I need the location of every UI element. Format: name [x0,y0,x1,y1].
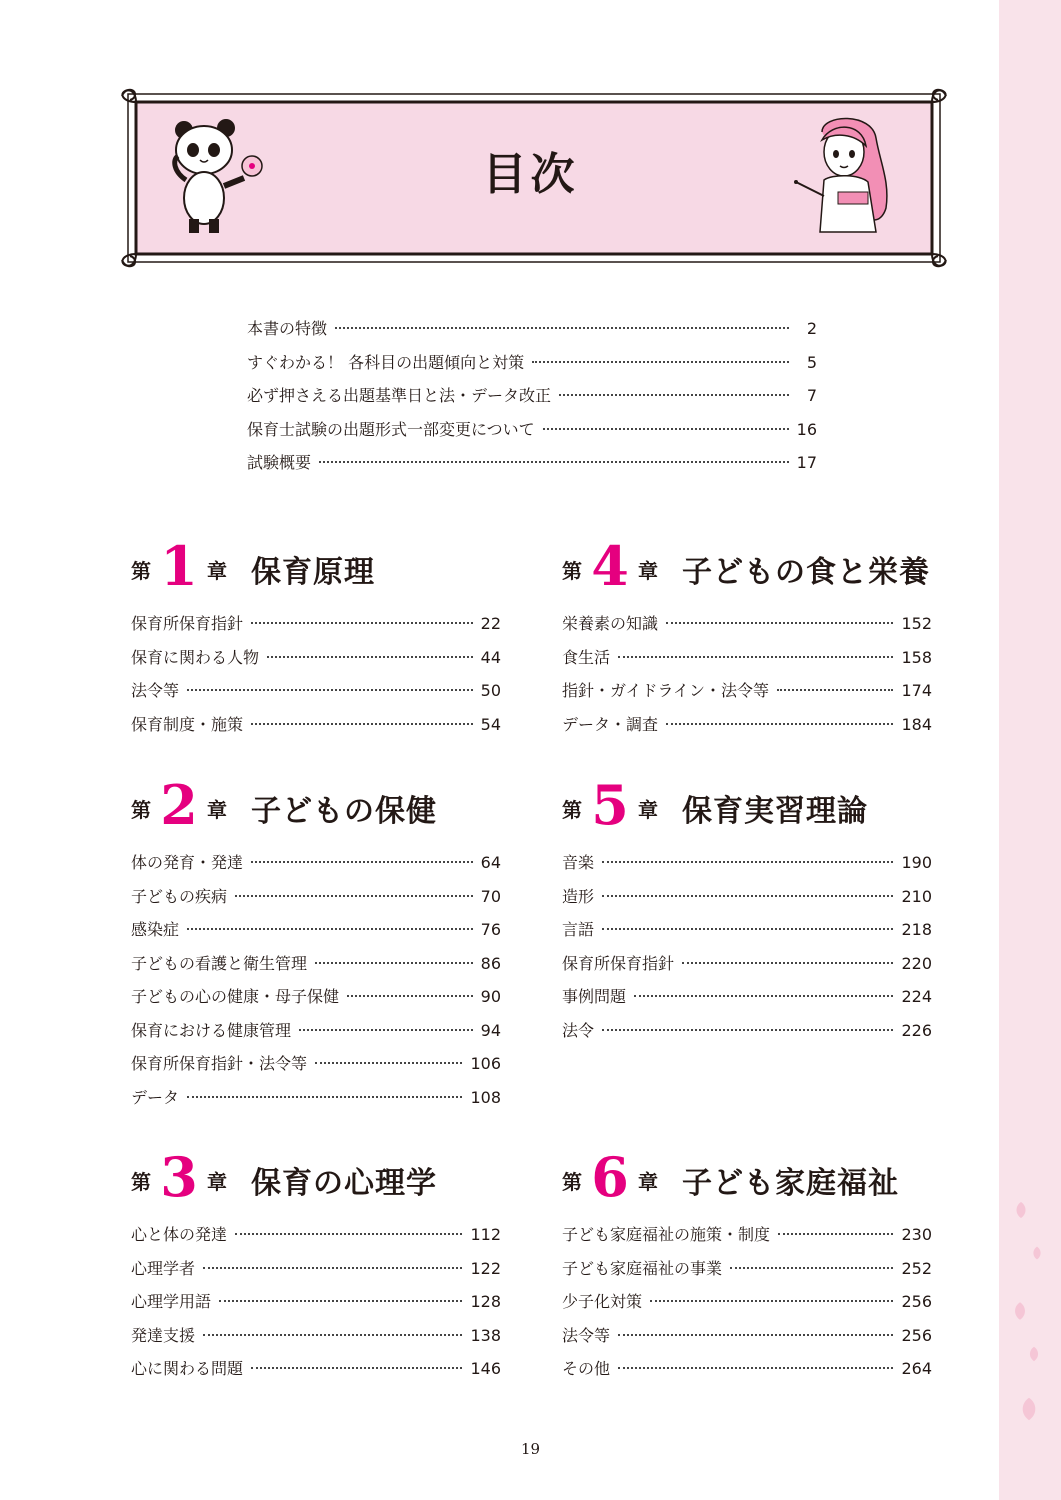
toc-row[interactable] [131,1352,501,1386]
chapter-3 [131,1145,501,1386]
petal-icon [1015,1395,1043,1423]
chapter-title: 子ども家庭福祉 [682,1166,899,1201]
chapter-suffix: 章 [207,798,227,822]
toc-row[interactable] [247,413,817,447]
toc-label: 子どもの心の健康・母子保健 [131,987,340,1006]
leader-dots [267,656,473,658]
leader-dots [618,1367,893,1369]
toc-row[interactable] [562,947,932,981]
toc-label: 音楽 [562,853,595,872]
toc-page: 256 [901,1292,932,1311]
toc-row[interactable] [247,379,817,413]
chapter-suffix: 章 [638,798,658,822]
toc-label: 保育所保育指針 [131,614,244,633]
chapter-prefix: 第 [562,1170,582,1194]
toc-page: 2 [806,319,817,338]
chapter-heading[interactable] [131,1145,501,1212]
toc-page: 106 [470,1054,501,1073]
toc-label: 法令 [562,1020,595,1040]
panda-mascot-icon [168,116,268,236]
toc-label: 子ども家庭福祉の事業 [562,1258,723,1278]
chapter-number: 2 [160,773,198,837]
leader-dots [219,1300,462,1302]
toc-row[interactable] [562,674,932,708]
toc-label: 発達支援 [131,1325,196,1345]
leader-dots [634,995,893,997]
chapter-title: 子どもの食と栄養 [682,555,930,590]
leader-dots [682,962,893,964]
chapter-number: 1 [160,534,198,598]
chapter-2 [131,773,501,1114]
toc-label: その他 [562,1359,611,1378]
leader-dots [602,1029,893,1031]
intro-toc [247,312,817,480]
chapter-number: 4 [591,534,629,598]
toc-page: 174 [901,681,932,700]
toc-row[interactable] [131,913,501,947]
toc-row[interactable] [131,980,501,1014]
toc-page: 50 [480,681,501,700]
toc-row[interactable] [131,1252,501,1286]
chapter-heading[interactable] [562,534,932,601]
chapter-1 [131,534,501,741]
toc-label: 保育制度・施策 [131,714,244,734]
toc-label: 試験概要 [247,453,312,473]
toc-label: 子ども家庭福祉の施策・制度 [562,1225,771,1244]
toc-row[interactable] [131,846,501,880]
chapter-prefix: 第 [562,559,582,583]
leader-dots [730,1267,893,1269]
chapter-heading[interactable] [562,773,932,840]
toc-page: 184 [901,714,932,734]
toc-page: 138 [470,1325,501,1345]
chapter-heading[interactable] [131,773,501,840]
toc-label: 法令等 [562,1325,611,1345]
leader-dots [251,861,473,863]
toc-label: 食生活 [562,647,611,667]
toc-page: 70 [480,886,501,906]
chapter-5 [562,773,932,1047]
leader-dots [335,327,789,329]
leader-dots [319,461,789,463]
toc-label: 造形 [562,886,595,906]
toc-row[interactable] [562,1285,932,1319]
toc-row[interactable] [131,1319,501,1353]
toc-row[interactable] [131,1047,501,1081]
toc-label: すぐわかる！ 各科目の出題傾向と対策 [247,352,525,372]
chapter-heading[interactable] [562,1145,932,1212]
toc-label: 心理学用語 [131,1292,212,1311]
toc-label: 事例問題 [562,987,627,1006]
chapter-title: 保育の心理学 [251,1166,437,1201]
toc-page: 210 [901,886,932,906]
toc-page: 5 [806,352,817,372]
toc-page: 158 [901,647,932,667]
toc-row[interactable] [562,1252,932,1286]
toc-label: データ [131,1087,180,1107]
toc-row[interactable] [131,674,501,708]
toc-page: 152 [901,614,932,633]
chapter-number: 3 [160,1145,198,1209]
chapter-title: 子どもの保健 [251,794,437,829]
leader-dots [347,995,473,997]
toc-row[interactable] [247,312,817,346]
leader-dots [315,962,473,964]
toc-label: 本書の特徴 [247,319,328,338]
toc-row[interactable] [131,1081,501,1115]
toc-label: データ・調査 [562,714,659,734]
leader-dots [777,689,893,691]
toc-label: 保育所保育指針 [562,953,675,973]
toc-row[interactable] [131,1218,501,1252]
leader-dots [532,361,789,363]
toc-row[interactable] [562,1218,932,1252]
toc-row[interactable] [131,708,501,742]
toc-page: 44 [480,647,501,667]
leader-dots [602,895,893,897]
toc-page: 122 [470,1258,501,1278]
toc-row[interactable] [131,1285,501,1319]
toc-row[interactable] [562,1319,932,1353]
page-number: 19 [520,1440,541,1458]
chapter-number: 5 [591,773,629,837]
chapter-title: 保育実習理論 [682,794,868,829]
leader-dots [187,689,473,691]
toc-label: 子どもの疾病 [131,886,228,906]
leader-dots [602,928,893,930]
chapter-suffix: 章 [638,559,658,583]
chapter-prefix: 第 [131,798,151,822]
petal-icon [1029,1245,1045,1261]
toc-row[interactable] [562,1014,932,1048]
toc-row[interactable] [247,446,817,480]
toc-page: 86 [480,953,501,973]
leader-dots [618,656,893,658]
toc-page: 112 [470,1225,501,1244]
toc-page: 264 [901,1359,932,1378]
toc-label: 保育士試験の出題形式一部変更について [247,419,535,439]
toc-page: 190 [901,853,932,872]
toc-label: 保育に関わる人物 [131,647,260,667]
leader-dots [666,622,893,624]
toc-page: 252 [901,1258,932,1278]
toc-row[interactable] [562,880,932,914]
chapter-prefix: 第 [131,1170,151,1194]
chapter-suffix: 章 [207,1170,227,1194]
chapter-4 [562,534,932,741]
leader-dots [315,1062,462,1064]
leader-dots [299,1029,473,1031]
toc-page: 220 [901,953,932,973]
toc-page: 128 [470,1292,501,1311]
toc-label: 必ず押さえる出題基準日と法・データ改正 [247,386,552,406]
toc-label: 少子化対策 [562,1292,643,1311]
leader-dots [203,1267,462,1269]
chapter-number: 6 [591,1145,629,1209]
toc-row[interactable] [562,641,932,675]
toc-page: 16 [796,419,817,439]
chapter-suffix: 章 [207,559,227,583]
chapter-6 [562,1145,932,1386]
chapter-title: 保育原理 [251,555,375,590]
chapter-prefix: 第 [562,798,582,822]
leader-dots [187,928,473,930]
petal-icon [1009,1300,1031,1322]
toc-page: 76 [480,920,501,939]
toc-page: 256 [901,1325,932,1345]
leader-dots [235,1233,462,1235]
toc-label: 保育における健康管理 [131,1020,292,1040]
toc-page: 90 [480,987,501,1006]
toc-label: 感染症 [131,920,180,939]
toc-page: 17 [796,453,817,473]
leader-dots [251,723,473,725]
toc-row[interactable] [131,607,501,641]
toc-row[interactable] [562,708,932,742]
toc-row[interactable] [562,846,932,880]
leader-dots [602,861,893,863]
toc-row[interactable] [131,1014,501,1048]
toc-label: 心に関わる問題 [131,1359,244,1378]
leader-dots [203,1334,462,1336]
toc-page: 64 [480,853,501,872]
toc-page: 146 [470,1359,501,1378]
toc-label: 栄養素の知識 [562,614,659,633]
toc-page: 218 [901,920,932,939]
toc-label: 子どもの看護と衛生管理 [131,953,308,973]
toc-label: 心と体の発達 [131,1225,228,1244]
leader-dots [251,1367,462,1369]
toc-label: 保育所保育指針・法令等 [131,1054,308,1073]
toc-page: 54 [480,714,501,734]
toc-label: 法令等 [131,681,180,700]
leader-dots [559,394,789,396]
petal-icon [1011,1200,1031,1220]
toc-label: 言語 [562,920,595,939]
toc-page: 94 [480,1020,501,1040]
leader-dots [666,723,893,725]
toc-row[interactable] [562,980,932,1014]
toc-row[interactable] [131,641,501,675]
toc-label: 指針・ガイドライン・法令等 [562,681,770,700]
leader-dots [778,1233,893,1235]
chapter-prefix: 第 [131,559,151,583]
toc-row[interactable] [131,880,501,914]
page-title: 目次 [482,149,579,200]
leader-dots [187,1096,462,1098]
toc-page: 226 [901,1020,932,1040]
teacher-mascot-icon [792,112,902,237]
toc-row[interactable] [562,913,932,947]
toc-page: 22 [480,614,501,633]
toc-page: 224 [901,987,932,1006]
petal-icon [1025,1345,1043,1363]
toc-page: 108 [470,1087,501,1107]
leader-dots [650,1300,893,1302]
side-strip [999,0,1061,1500]
toc-label: 心理学者 [131,1258,196,1278]
toc-row[interactable] [562,607,932,641]
leader-dots [251,622,473,624]
toc-row[interactable] [562,1352,932,1386]
chapter-heading[interactable] [131,534,501,601]
toc-row[interactable] [131,947,501,981]
leader-dots [618,1334,893,1336]
chapter-suffix: 章 [638,1170,658,1194]
toc-page: 7 [806,386,817,406]
toc-page: 230 [901,1225,932,1244]
leader-dots [543,428,789,430]
toc-row[interactable] [247,346,817,380]
leader-dots [235,895,473,897]
toc-label: 体の発育・発達 [131,853,244,872]
